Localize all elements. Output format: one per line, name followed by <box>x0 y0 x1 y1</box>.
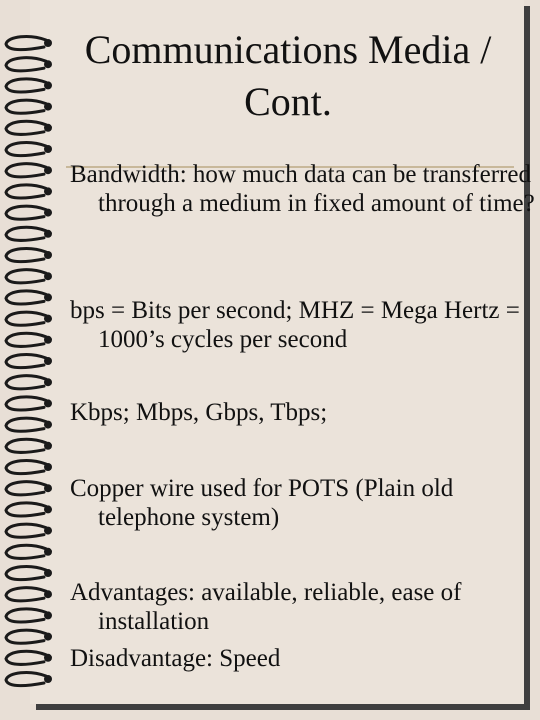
binding-ring <box>6 439 52 452</box>
binding-ring <box>6 588 52 601</box>
binding-ring <box>6 121 52 134</box>
slide-title: Communications Media / Cont. <box>84 27 492 124</box>
binding-ring <box>6 567 52 580</box>
binding-ring <box>6 503 52 516</box>
bullet-bps: bps = Bits per second; MHZ = Mega Hertz = 1000’s cycles per second <box>70 297 520 353</box>
spiral-binding <box>0 0 62 720</box>
binding-ring <box>6 355 52 368</box>
binding-ring <box>6 227 52 240</box>
binding-ring <box>6 376 52 389</box>
bullet-disadvantage: Disadvantage: Speed <box>70 645 281 672</box>
binding-ring <box>6 609 52 622</box>
bullet-speeds: Kbps; Mbps, Gbps, Tbps; <box>70 399 328 426</box>
binding-ring <box>6 651 52 664</box>
binding-ring <box>6 185 52 198</box>
binding-ring <box>6 58 52 71</box>
binding-ring <box>6 418 52 431</box>
binding-ring <box>6 100 52 113</box>
binding-ring <box>6 291 52 304</box>
binding-ring <box>6 397 52 410</box>
binding-ring <box>6 312 52 325</box>
binding-ring <box>6 206 52 219</box>
binding-ring <box>6 524 52 537</box>
binding-ring <box>6 37 52 50</box>
binding-ring <box>6 545 52 558</box>
binding-ring <box>6 461 52 474</box>
bullet-copper-wire: Copper wire used for POTS (Plain old telephone system) <box>70 475 454 531</box>
binding-ring <box>6 143 52 156</box>
binding-ring <box>6 270 52 283</box>
binding-ring <box>6 164 52 177</box>
bullet-advantages: Advantages: available, reliable, ease of installation <box>70 579 462 635</box>
bullet-bandwidth: Bandwidth: how much data can be transferred through a medium in fixed amount of time? <box>70 161 535 217</box>
binding-ring <box>6 482 52 495</box>
binding-ring <box>6 673 52 686</box>
binding-ring <box>6 333 52 346</box>
binding-ring <box>6 249 52 262</box>
binding-ring <box>6 79 52 92</box>
binding-ring <box>6 630 52 643</box>
